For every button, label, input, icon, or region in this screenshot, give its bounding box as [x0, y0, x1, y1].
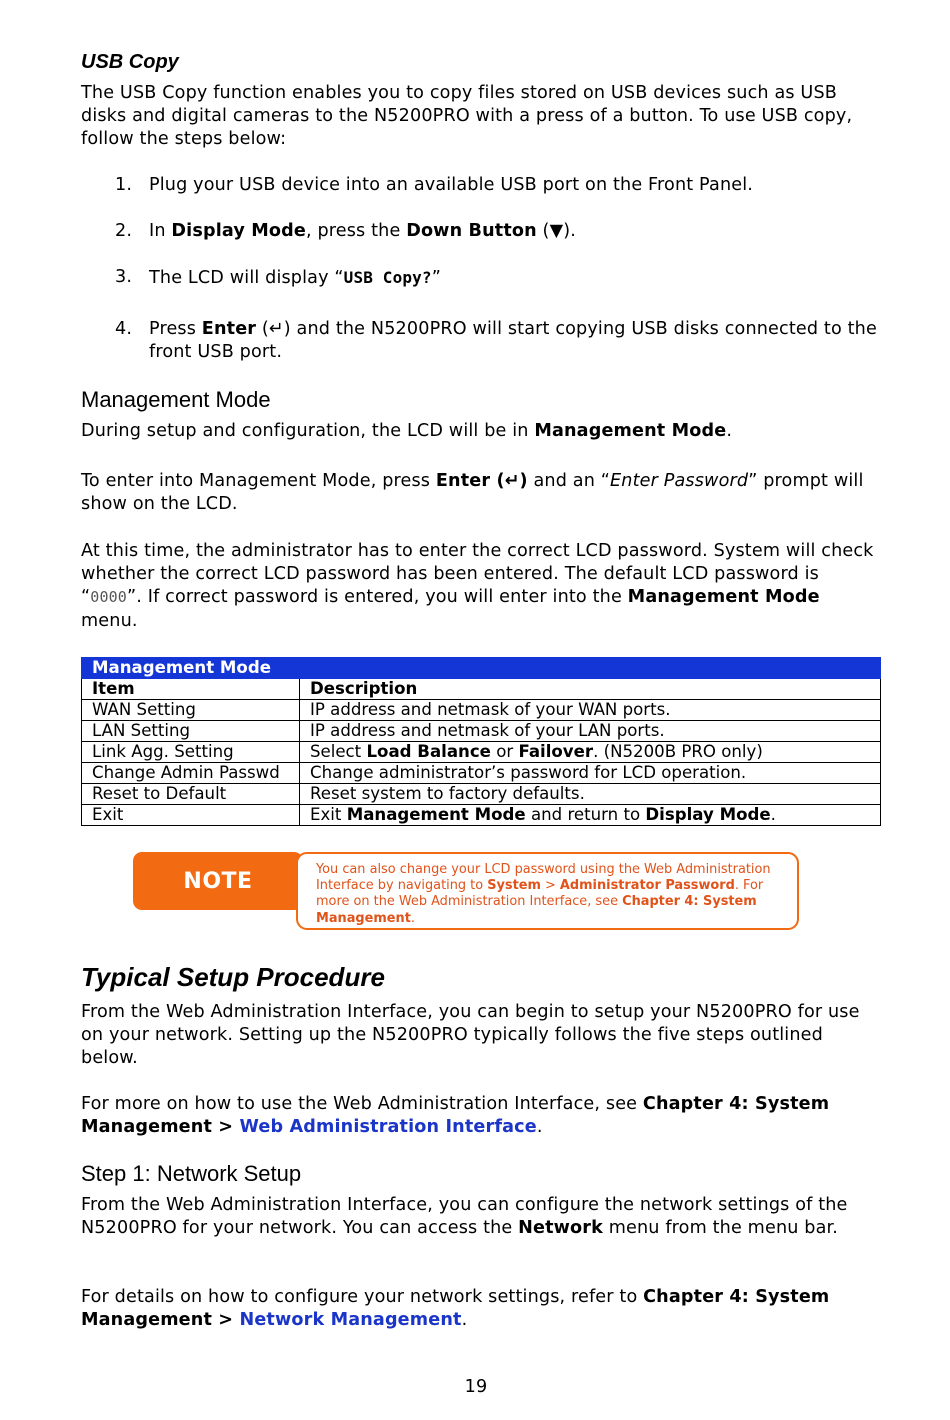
- paragraph: During setup and configuration, the LCD will be in Management Mode.: [81, 421, 733, 441]
- management-mode-heading: Management Mode: [81, 387, 271, 412]
- paragraph: From the Web Administration Interface, you can configure the network settings of the N5200PRO for your network. You can access the Network menu from the menu bar.: [81, 1195, 848, 1239]
- usb-copy-intro: The USB Copy function enables you to copy files stored on USB devices such as USB disks and digital cameras to the N5200PRO with a press of a button. To use USB copy, follow the steps below:: [81, 83, 853, 150]
- paragraph: For details on how to configure your network settings, refer to Chapter 4: System Management > Network Management.: [81, 1287, 830, 1331]
- table-row: WAN Setting IP address and netmask of your WAN ports.: [82, 700, 881, 721]
- network-management-link[interactable]: Network Management: [239, 1310, 462, 1331]
- typical-setup-heading: Typical Setup Procedure: [81, 962, 385, 992]
- note-label: NOTE: [133, 852, 303, 910]
- lcd-message: USB Copy?: [343, 268, 432, 287]
- default-password: 0000: [90, 588, 127, 607]
- management-mode-table: [81, 657, 881, 826]
- table-row: Link Agg. Setting Select Load Balance or Failover. (N5200B PRO only): [82, 742, 881, 763]
- table-header-row: Item Description: [82, 679, 881, 700]
- step1-heading: Step 1: Network Setup: [81, 1161, 302, 1186]
- note-box: You can also change your LCD password using the Web Administration Interface by navigating to System > Administrator Password. For more on the Web Administration Interface, see Chapter 4: System Management.: [296, 852, 799, 930]
- web-admin-interface-link[interactable]: Web Administration Interface: [239, 1117, 537, 1138]
- paragraph: To enter into Management Mode, press Enter (↵) and an “Enter Password” prompt will show on the LCD.: [81, 471, 864, 515]
- paragraph: At this time, the administrator has to enter the correct LCD password. System will check whether the correct LCD password has been entered. The default LCD password is “0000”. If correct password is entered, you will enter into the Management Mode menu.: [81, 541, 874, 631]
- usb-copy-heading: USB Copy: [81, 51, 179, 73]
- paragraph: For more on how to use the Web Administration Interface, see Chapter 4: System Management > Web Administration Interface.: [81, 1094, 830, 1138]
- table-row: Exit Exit Management Mode and return to Display Mode.: [82, 805, 881, 826]
- table-row: Change Admin Passwd Change administrator’s password for LCD operation.: [82, 763, 881, 784]
- list-item: 4. Press Enter (↵) and the N5200PRO will start copying USB disks connected to the front USB port.: [115, 319, 877, 363]
- table-row: LAN Setting IP address and netmask of your LAN ports.: [82, 721, 881, 742]
- page-number: 19: [464, 1377, 488, 1397]
- paragraph: From the Web Administration Interface, you can begin to setup your N5200PRO for use on your network. Setting up the N5200PRO typically follows the five steps outlined below.: [81, 1002, 860, 1069]
- table-row: Reset to Default Reset system to factory defaults.: [82, 784, 881, 805]
- table-title-row: Management Mode: [82, 658, 881, 679]
